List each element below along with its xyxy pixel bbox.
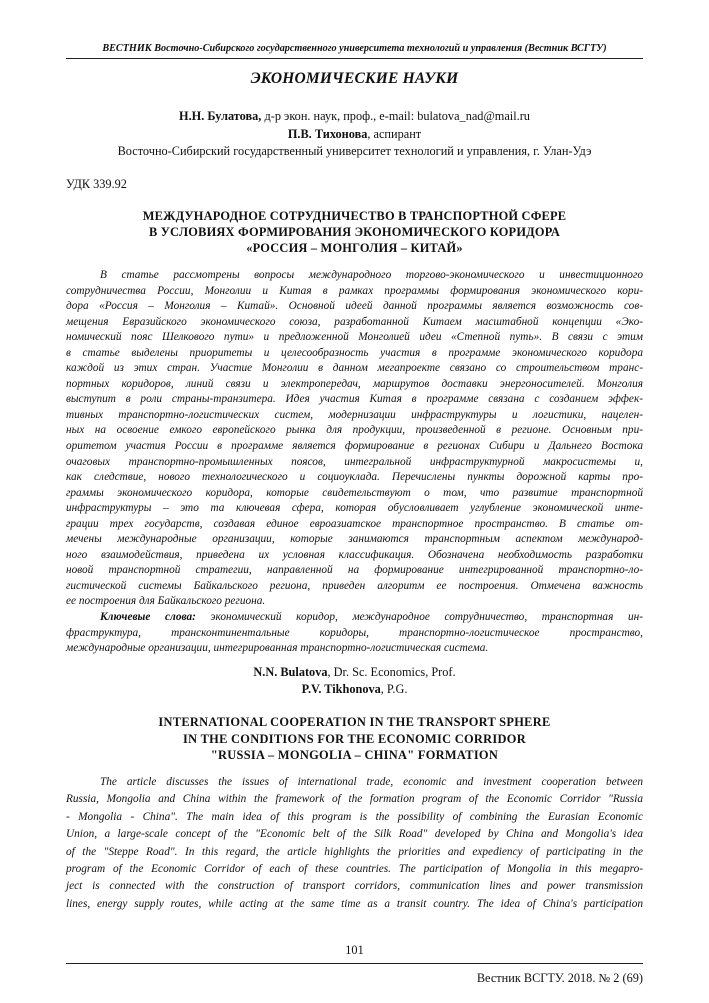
- abstract-ru-line: ее построения для Байкальского региона.: [66, 595, 266, 608]
- article-title-en: [66, 714, 643, 764]
- abstract-ru-line: граммы экономического коридора, которые свидетельствуют о том, что развитие транспортной: [66, 486, 643, 499]
- authors-en: [66, 664, 643, 698]
- abstract-ru-line: портных коридоров, линий связи и электропередач, маршрутов доставки энергоносителей. Монголия: [66, 377, 643, 390]
- author-2-info: , аспирант: [367, 126, 422, 141]
- title-en-line: "RUSSIA – MONGOLIA – CHINA" FORMATION: [210, 748, 499, 762]
- abstract-en-line: of the "Steppe Road". In this regard, the article highlights the priorities and expediency of participating in the: [66, 845, 643, 858]
- author-en-2-name: P.V. Tikhonova: [301, 682, 381, 696]
- author-en-1-name: N.N. Bulatova: [253, 665, 328, 679]
- keywords-text: экономический коридор, международное сотрудничество, транспортная ин-: [195, 611, 643, 624]
- abstract-ru-line: грации трех государств, создавая единое евроазиатское транспортное пространство. В статье от-: [66, 517, 643, 530]
- article-title-ru: [66, 208, 643, 256]
- author-line-2: [66, 126, 643, 144]
- abstract-ru-line: ных на освоение емкого европейского рынка для продукции, произведенной в регионе. Основным при-: [66, 424, 643, 437]
- author-2-name: П.В. Тихонова: [287, 126, 368, 141]
- title-en-line: IN THE CONDITIONS FOR THE ECONOMIC CORRIDOR: [183, 731, 526, 746]
- abstract-ru-line: выступит в роли страны-транзитера. Идея участия Китая в программе связана с созданием эффек-: [66, 393, 643, 406]
- abstract-ru-line: очаговых транспортно-промышленных поясов, интегральной инфраструктурной макросистемы и,: [66, 455, 643, 468]
- abstract-ru-line: инфраструктуры – это та ключевая сфера, которая обусловливает углубление экономической инте-: [66, 502, 643, 515]
- title-ru-line: МЕЖДУНАРОДНОЕ СОТРУДНИЧЕСТВО В ТРАНСПОРТНОЙ СФЕРЕ: [142, 209, 567, 223]
- abstract-en-line: - Mongolia - China". The main idea of this program is the possibility of combining the Eurasian Economic: [66, 810, 643, 823]
- abstract-ru: [66, 268, 643, 657]
- abstract-en-line: Union, a large-scale concept of the "Economic belt of the Silk Road" developed by China and Mongolia's idea: [66, 828, 643, 841]
- abstract-ru-line: каждой из этих стран. Участие Монголии в данном мегапроекте связано со строительством транс-: [66, 362, 643, 375]
- abstract-ru-line: мечены международные организации, которые занимаются транспортным аспектом международ-: [66, 533, 643, 546]
- abstract-ru-line: тивных транспортно-логистических систем, модернизации инфраструктуры и логистики, нацелен-: [66, 408, 643, 421]
- journal-running-header: ВЕСТНИК Восточно-Сибирского государственного университета технологий и управления (Вестник ВСГТУ): [102, 43, 607, 54]
- author-1-name: Н.Н. Булатова,: [179, 109, 262, 123]
- abstract-en-line: program of the Economic Corridor of each of these countries. The participation of Mongolia in this megapro-: [66, 862, 643, 875]
- abstract-ru-line: в статье выделены приоритеты и целесообразность участия в программе экономического коридора: [66, 346, 643, 359]
- abstract-ru-line: новой транспортной стратегии, направленной на формирование интегрированной транспортно-ло-: [66, 564, 643, 577]
- author-en-line-1: [66, 664, 643, 681]
- author-en-2-info: , P.G.: [380, 682, 408, 696]
- abstract-ru-line: номический пояс Шелкового пути» и предложенной Монголией идеи «Степной путь». В связи с этим: [66, 331, 643, 344]
- title-ru-line: «РОССИЯ – МОНГОЛИЯ – КИТАЙ»: [246, 241, 463, 255]
- abstract-ru-line: гистической системы Байкальского региона, приведен алгоритм ее построения. Отмечена важность: [66, 579, 643, 592]
- udc-code: УДК 339.92: [66, 177, 127, 191]
- header-divider: [66, 58, 643, 59]
- section-title: ЭКОНОМИЧЕСКИЕ НАУКИ: [250, 70, 459, 87]
- author-line-1: [66, 108, 643, 126]
- keywords-line: фраструктура, трансконтинентальные коридоры, транспортно-логистическое пространство,: [66, 626, 643, 639]
- authors-ru: [66, 108, 643, 161]
- abstract-ru-line: дора «Россия – Монголия – Китай». Основной идеей данной программы является возможность сов-: [66, 300, 643, 313]
- journal-footer: Вестник ВСГТУ. 2018. № 2 (69): [476, 971, 643, 985]
- abstract-ru-line: как следствие, нового технологического и социоуклада. Перечислены пункты дорожной карты про-: [66, 471, 643, 484]
- abstract-ru-line: ного взаимодействия, приведена их условная классификация. Обозначена необходимость разработки: [66, 548, 643, 561]
- abstract-en-line: The article discusses the issues of international trade, economic and investment cooperation between: [100, 776, 643, 788]
- abstract-ru-line: оритетом участия России в программе является формирование в регионах Сибири и Дальнего Востока: [66, 440, 643, 453]
- abstract-ru-line: В статье рассмотрены вопросы международного торгово-экономического и инвестиционного: [100, 269, 643, 281]
- keywords-line: международные организации, интегрированная транспортно-логистическая система.: [66, 642, 489, 655]
- abstract-ru-line: сотрудничества России, Монголии и Китая в рамках программы формирования экономического кори-: [66, 284, 643, 297]
- title-ru-line: В УСЛОВИЯХ ФОРМИРОВАНИЯ ЭКОНОМИЧЕСКОГО КОРИДОРА: [148, 225, 561, 239]
- page-number: 101: [345, 943, 364, 957]
- abstract-en-line: ject is connected with the construction of transport corridors, communication lines and power transmission: [66, 880, 643, 893]
- abstract-en: [66, 774, 643, 913]
- keywords-label: Ключевые слова:: [100, 611, 196, 624]
- footer-divider: [66, 963, 643, 964]
- affiliation: Восточно-Сибирский государственный университет технологий и управления, г. Улан-Удэ: [117, 144, 592, 158]
- author-1-info: д-р экон. наук, проф., e-mail: bulatova_nad@mail.ru: [261, 109, 530, 123]
- abstract-en-line: lines, energy supply routes, while acting at the same time as a transit country. The idea of China's participation: [66, 897, 643, 910]
- author-en-1-info: , Dr. Sc. Economics, Prof.: [327, 665, 456, 679]
- author-en-line-2: [66, 681, 643, 698]
- title-en-line: INTERNATIONAL COOPERATION IN THE TRANSPORT SPHERE: [158, 715, 551, 729]
- keywords-line: [66, 610, 643, 626]
- abstract-ru-line: мещения Евразийского экономического союза, разработанной Китаем масштабной концепции «Эко-: [66, 315, 643, 328]
- abstract-en-line: Russia, Mongolia and China within the framework of the formation program of the Economic Corridor "Russia: [66, 793, 643, 806]
